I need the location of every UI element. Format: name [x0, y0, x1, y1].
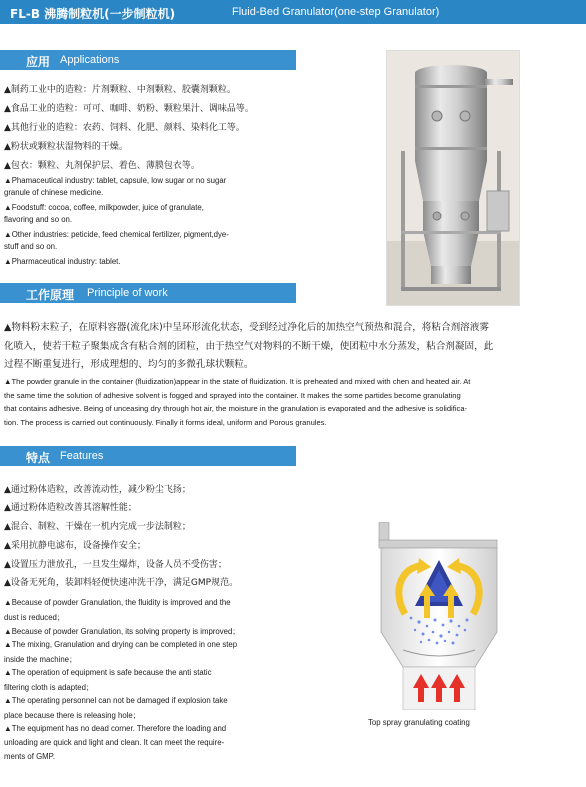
applications-en-line: flavoring and so on.	[4, 215, 73, 224]
features-en-line: unloading are quick and light and clean. It can meet the require-	[4, 738, 225, 747]
applications-zh-line: ▲包衣：颗粒、丸剂保护层、着色、薄膜包衣等。	[4, 161, 200, 171]
features-en-line: dust is reduced；	[4, 613, 65, 622]
features-zh-line: ▲设置压力泄放孔，一旦发生爆炸，设备人员不受伤害；	[4, 560, 227, 570]
granulator-photo	[386, 50, 520, 306]
applications-zh-line: ▲粉状或颗粒状湿物料的干燥。	[4, 142, 128, 152]
features-en-line: ments of GMP.	[4, 752, 55, 761]
features-en-line: inside the machine；	[4, 655, 77, 664]
applications-en-line: stuff and so on.	[4, 242, 58, 251]
principle-en-line: ▲The powder granule in the container (fluidization)appear in the state of fluidization. It is preheated and mixed with chen and heated air. At	[4, 377, 471, 386]
features-en-line: ▲The operating personnel can not be damaged if explosion take	[4, 696, 228, 705]
applications-heading	[0, 50, 296, 70]
features-heading	[0, 446, 296, 466]
features-heading-en: Features	[60, 450, 104, 462]
features-en-line: ▲Because of powder Granulation, the fluidity is improved and the	[4, 598, 231, 607]
page-title-en: Fluid-Bed Granulator(one-step Granulator)	[232, 6, 440, 18]
principle-heading-zh: 工作原理	[26, 288, 75, 302]
top-spray-illustration	[375, 522, 501, 710]
principle-zh-line: ▲物料粉末粒子，在原料容器(流化床)中呈环形流化状态，受到经过净化后的加热空气预热和混合，将粘合剂溶液雾	[4, 322, 489, 333]
features-en-line: ▲The equipment has no dead corner. Therefore the loading and	[4, 724, 227, 733]
applications-en-line: ▲Phamaceutical industry: tablet, capsule, low sugar or no sugar	[4, 176, 227, 185]
features-zh-line: ▲采用抗静电滤布，设备操作安全；	[4, 541, 146, 551]
page-title: FL-B 沸腾制粒机(一步制粒机)	[10, 7, 176, 21]
principle-zh-line: 过程不断重复进行，形成理想的、均匀的多微孔球状颗粒。	[4, 359, 254, 370]
principle-en-line: tion. The process is carried out continuously. Finally it forms ideal, uniform and Porous granules.	[4, 418, 327, 427]
applications-en-line: ▲Foodstuff: cocoa, coffee, milkpowder, juice of granulate,	[4, 203, 204, 212]
features-en-line: ▲The mixing, Granulation and drying can be completed in one step	[4, 640, 238, 649]
diagram-caption: Top spray granulating coating	[368, 718, 470, 727]
features-en-line: ▲Because of powder Granulation, its solving property is improved；	[4, 627, 241, 636]
features-heading-zh: 特点	[26, 451, 51, 465]
granulator-illustration	[387, 51, 520, 306]
features-en-line: place because there is releasing hole；	[4, 711, 141, 720]
principle-zh-line: 化喷入，使若干粒子聚集成含有粘合剂的团粒，由于热空气对物料的不断干燥，使团粒中水分蒸发，粘合剂凝固，此	[4, 341, 494, 352]
applications-zh-line: ▲制药工业中的造粒：片剂颗粒、中剂颗粒、胶囊剂颗粒。	[4, 85, 236, 95]
applications-heading-en: Applications	[60, 54, 120, 66]
features-zh-line: ▲设备无死角，装卸料轻便快速冲洗干净，满足GMP规范。	[4, 578, 239, 588]
applications-en-line: granule of chinese medicine.	[4, 188, 104, 197]
features-zh-line: ▲混合、制粒、干燥在一机内完成一步法制粒；	[4, 522, 191, 532]
principle-en-line: that contains adhesive. Being of unceasing dry through hot air, the moisture in the granulation is evaporated and the adhesive is solidifica-	[4, 404, 468, 413]
features-en-line: ▲The operation of equipment is safe because the anti static	[4, 668, 212, 677]
top-spray-diagram	[375, 522, 501, 710]
title-bar	[0, 0, 586, 24]
features-zh-line: ▲通过粉体造粒，改善流动性，减少粉尘飞扬；	[4, 485, 191, 495]
applications-en-line: ▲Pharmaceutical industry: tablet.	[4, 257, 121, 266]
principle-en-line: the same time the solution of adhesive solvent is fogged and sprayed into the container. It makes the some partides become granulating	[4, 391, 461, 400]
features-zh-line: ▲通过粉体造粒改善其溶解性能；	[4, 503, 137, 513]
applications-zh-line: ▲食品工业的造粒：可可、咖啡、奶粉、颗粒果汁、调味品等。	[4, 104, 254, 114]
applications-en-line: ▲Other industries: peticide, feed chemical fertilizer, pigment,dye-	[4, 230, 229, 239]
principle-heading	[0, 283, 296, 303]
applications-zh-line: ▲其他行业的造粒：农药、饲料、化肥、颜料、染料化工等。	[4, 123, 245, 133]
principle-heading-en: Principle of work	[87, 287, 168, 299]
features-en-line: filtering cloth is adapted；	[4, 683, 94, 692]
applications-heading-zh: 应用	[26, 55, 51, 69]
